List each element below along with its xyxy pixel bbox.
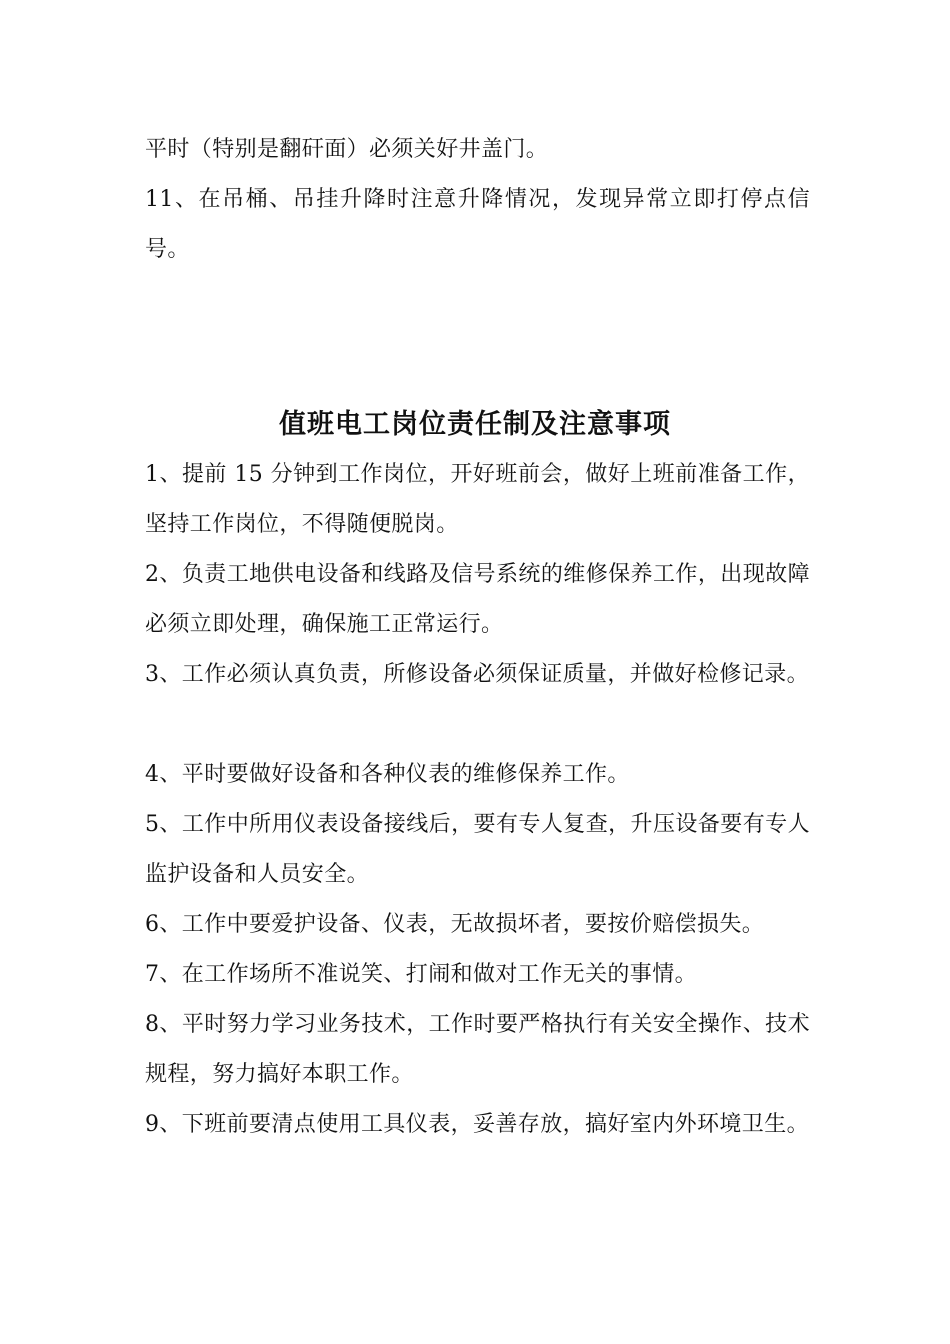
item-11: 11、在吊桶、吊挂升降时注意升降情况，发现异常立即打停点信号。 — [145, 187, 810, 262]
continuation-line: 平时（特别是翻矸面）必须关好井盖门。 — [145, 137, 549, 162]
item-1: 1、提前 15 分钟到工作岗位，开好班前会，做好上班前准备工作，坚持工作岗位，不得随便脱岗。 — [145, 462, 810, 537]
section-title: 值班电工岗位责任制及注意事项 — [279, 409, 671, 440]
item-2: 2、负责工地供电设备和线路及信号系统的维修保养工作，出现故障必须立即处理，确保施工正常运行。 — [145, 562, 810, 637]
item-9: 9、下班前要清点使用工具仪表，妥善存放，搞好室内外环境卫生。 — [145, 1112, 809, 1137]
item-4: 4、平时要做好设备和各种仪表的维修保养工作。 — [145, 762, 630, 787]
item-8: 8、平时努力学习业务技术，工作时要严格执行有关安全操作、技术规程，努力搞好本职工作。 — [145, 1012, 810, 1087]
item-7: 7、在工作场所不准说笑、打闹和做对工作无关的事情。 — [145, 962, 697, 987]
item-6: 6、工作中要爱护设备、仪表，无故损坏者，要按价赔偿损失。 — [145, 912, 765, 937]
item-3: 3、工作必须认真负责，所修设备必须保证质量，并做好检修记录。 — [145, 662, 809, 687]
item-5: 5、工作中所用仪表设备接线后，要有专人复查，升压设备要有专人监护设备和人员安全。 — [145, 812, 810, 887]
